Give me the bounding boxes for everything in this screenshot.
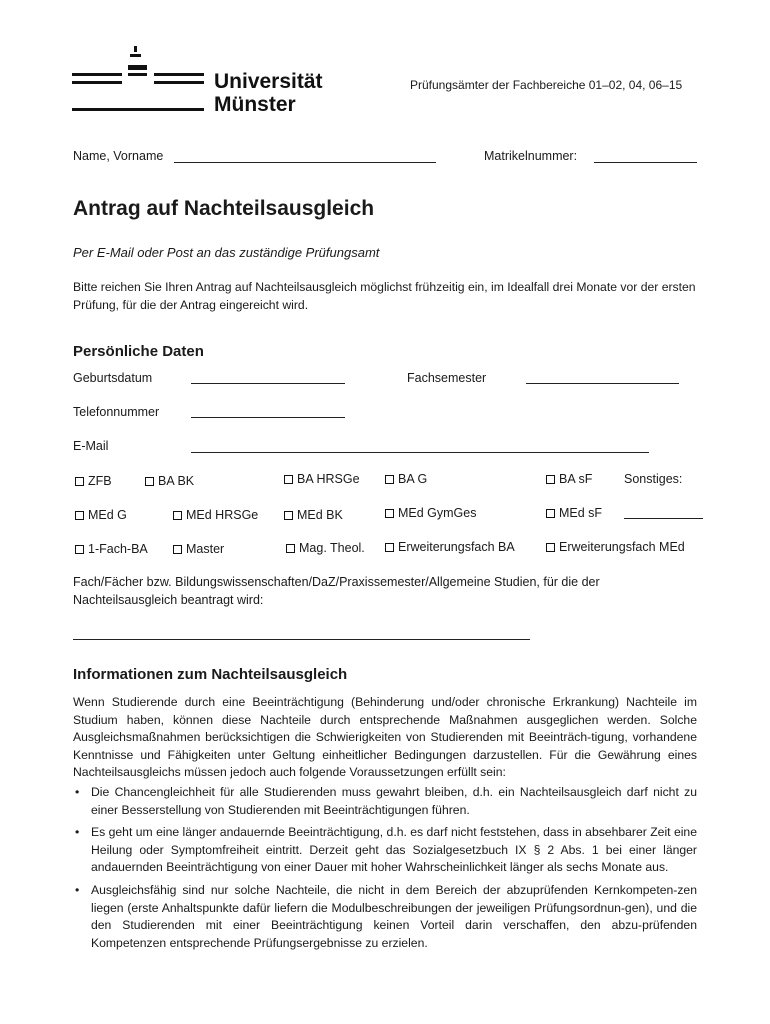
info-heading: Informationen zum Nachteilsausgleich <box>73 666 348 683</box>
option-med-g[interactable]: MEd G <box>75 508 127 522</box>
list-item: • Die Chancengleichheit für alle Studierenden muss gewahrt bleiben, d.h. ein Nachteilsausgleich darf nicht zu einer Besserstellung von Studierenden mit Beeinträchtigungen führen. <box>73 784 697 819</box>
checkbox-icon[interactable] <box>546 543 555 552</box>
intro-text: Bitte reichen Sie Ihren Antrag auf Nachteilsausgleich möglichst frühzeitig ein, im Idealfall drei Monate vor der ersten Prüfung, für die der Antrag eingereicht wird. <box>73 280 696 312</box>
option-med-hrsge[interactable]: MEd HRSGe <box>173 508 258 522</box>
checkbox-icon[interactable] <box>173 545 182 554</box>
checkbox-icon[interactable] <box>75 477 84 486</box>
logo-line2: Münster <box>214 93 296 116</box>
option-ba-bk[interactable]: BA BK <box>145 474 194 488</box>
semester-label: Fachsemester <box>407 371 487 385</box>
checkbox-icon[interactable] <box>173 511 182 520</box>
birthdate-label: Geburtsdatum <box>73 371 153 385</box>
option-ba-hrsge[interactable]: BA HRSGe <box>284 472 360 486</box>
option-med-gymges[interactable]: MEd GymGes <box>385 506 477 520</box>
phone-label: Telefonnummer <box>73 405 160 419</box>
subjects-input-line[interactable] <box>73 639 530 640</box>
option-erweiterungsfach-ba[interactable]: Erweiterungsfach BA <box>385 540 515 554</box>
university-logo <box>72 46 332 116</box>
name-input-line[interactable] <box>174 162 436 163</box>
list-item: • Ausgleichsfähig sind nur solche Nachteile, die nicht in dem Bereich der abzuprüfenden Kernkompeten-zen liegen (erste Anhaltspunkte dafür liefern die Modulbeschreibungen der jeweiligen Prüfungsordnun-gen), und die den Studierenden mit einer Beeinträchtigung keinen Vorteil darin verschaffen, den abzu-prüfenden Kompetenzen entsprechende Prüfungsergebnisse zu erzielen. <box>73 882 697 952</box>
list-item: • Es geht um eine länger andauernde Beeinträchtigung, d.h. es darf nicht feststehen, dass in absehbarer Zeit eine Heilung oder Symptomfreiheit eintritt. Derzeit geht das Sozialgesetzbuch IX § 2 Abs. 1 bei einer länger andauernden Beeinträchtigung von einer Dauer mit hoher Wahrscheinlichkeit länger als sechs Monate aus. <box>73 824 697 877</box>
personal-heading: Persönliche Daten <box>73 343 204 360</box>
checkbox-icon[interactable] <box>75 511 84 520</box>
name-label: Name, Vorname <box>73 149 164 163</box>
sonstiges-input-line[interactable] <box>624 518 703 519</box>
option-med-bk[interactable]: MEd BK <box>284 508 343 522</box>
option-ba-sf[interactable]: BA sF <box>546 472 592 486</box>
subjects-text: Fach/Fächer bzw. Bildungswissenschaften/DaZ/Praxissemester/Allgemeine Studien, für die der Nachteilsausgleich beantragt wird: <box>73 575 600 607</box>
checkbox-icon[interactable] <box>385 475 394 484</box>
checkbox-icon[interactable] <box>284 475 293 484</box>
option-erweiterungsfach-med[interactable]: Erweiterungsfach MEd <box>546 540 685 554</box>
checkbox-icon[interactable] <box>145 477 154 486</box>
page-title: Antrag auf Nachteilsausgleich <box>73 197 375 220</box>
option-zfb[interactable]: ZFB <box>75 474 112 488</box>
option-1-fach-ba[interactable]: 1-Fach-BA <box>75 542 148 556</box>
matrikel-input-line[interactable] <box>594 162 697 163</box>
phone-input-line[interactable] <box>191 417 345 418</box>
matrikel-label: Matrikelnummer: <box>484 149 578 163</box>
option-master[interactable]: Master <box>173 542 224 556</box>
header-department: Prüfungsämter der Fachbereiche 01–02, 04, 06–15 <box>410 78 683 92</box>
option-ba-g[interactable]: BA G <box>385 472 427 486</box>
logo-line1: Universität <box>214 70 323 93</box>
page-subtitle: Per E-Mail oder Post an das zuständige Prüfungsamt <box>73 245 380 260</box>
checkbox-icon[interactable] <box>75 545 84 554</box>
birthdate-input-line[interactable] <box>191 383 345 384</box>
logo-mark-icon <box>72 46 208 112</box>
checkbox-icon[interactable] <box>546 509 555 518</box>
option-med-sf[interactable]: MEd sF <box>546 506 602 520</box>
option-mag-theol[interactable]: Mag. Theol. <box>286 541 365 555</box>
checkbox-icon[interactable] <box>385 543 394 552</box>
checkbox-icon[interactable] <box>385 509 394 518</box>
checkbox-icon[interactable] <box>546 475 555 484</box>
checkbox-icon[interactable] <box>284 511 293 520</box>
email-label: E-Mail <box>73 439 109 453</box>
email-input-line[interactable] <box>191 452 649 453</box>
info-bullet-list <box>73 784 697 957</box>
semester-input-line[interactable] <box>526 383 679 384</box>
info-paragraph: Wenn Studierende durch eine Beeinträchtigung (Behinderung und/oder chronische Erkrankung) Nachteile im Studium haben, können diese Nachteile durch entsprechende Maßnahmen ausgeglichen werden. Solche Ausgleichsmaßnahmen berücksichtigen die Schwierigkeiten von Studierenden mit Beeinträch-tigung, vorhandene Kenntnisse und Fähigkeiten unter Geltung einheitlicher Bedingungen darzustellen. Für die Gewährung eines Nachteilsausgleichs müssen jedoch auch folgende Voraussetzungen erfüllt sein: <box>73 695 697 780</box>
sonstiges-label: Sonstiges: <box>624 472 683 486</box>
checkbox-icon[interactable] <box>286 544 295 553</box>
